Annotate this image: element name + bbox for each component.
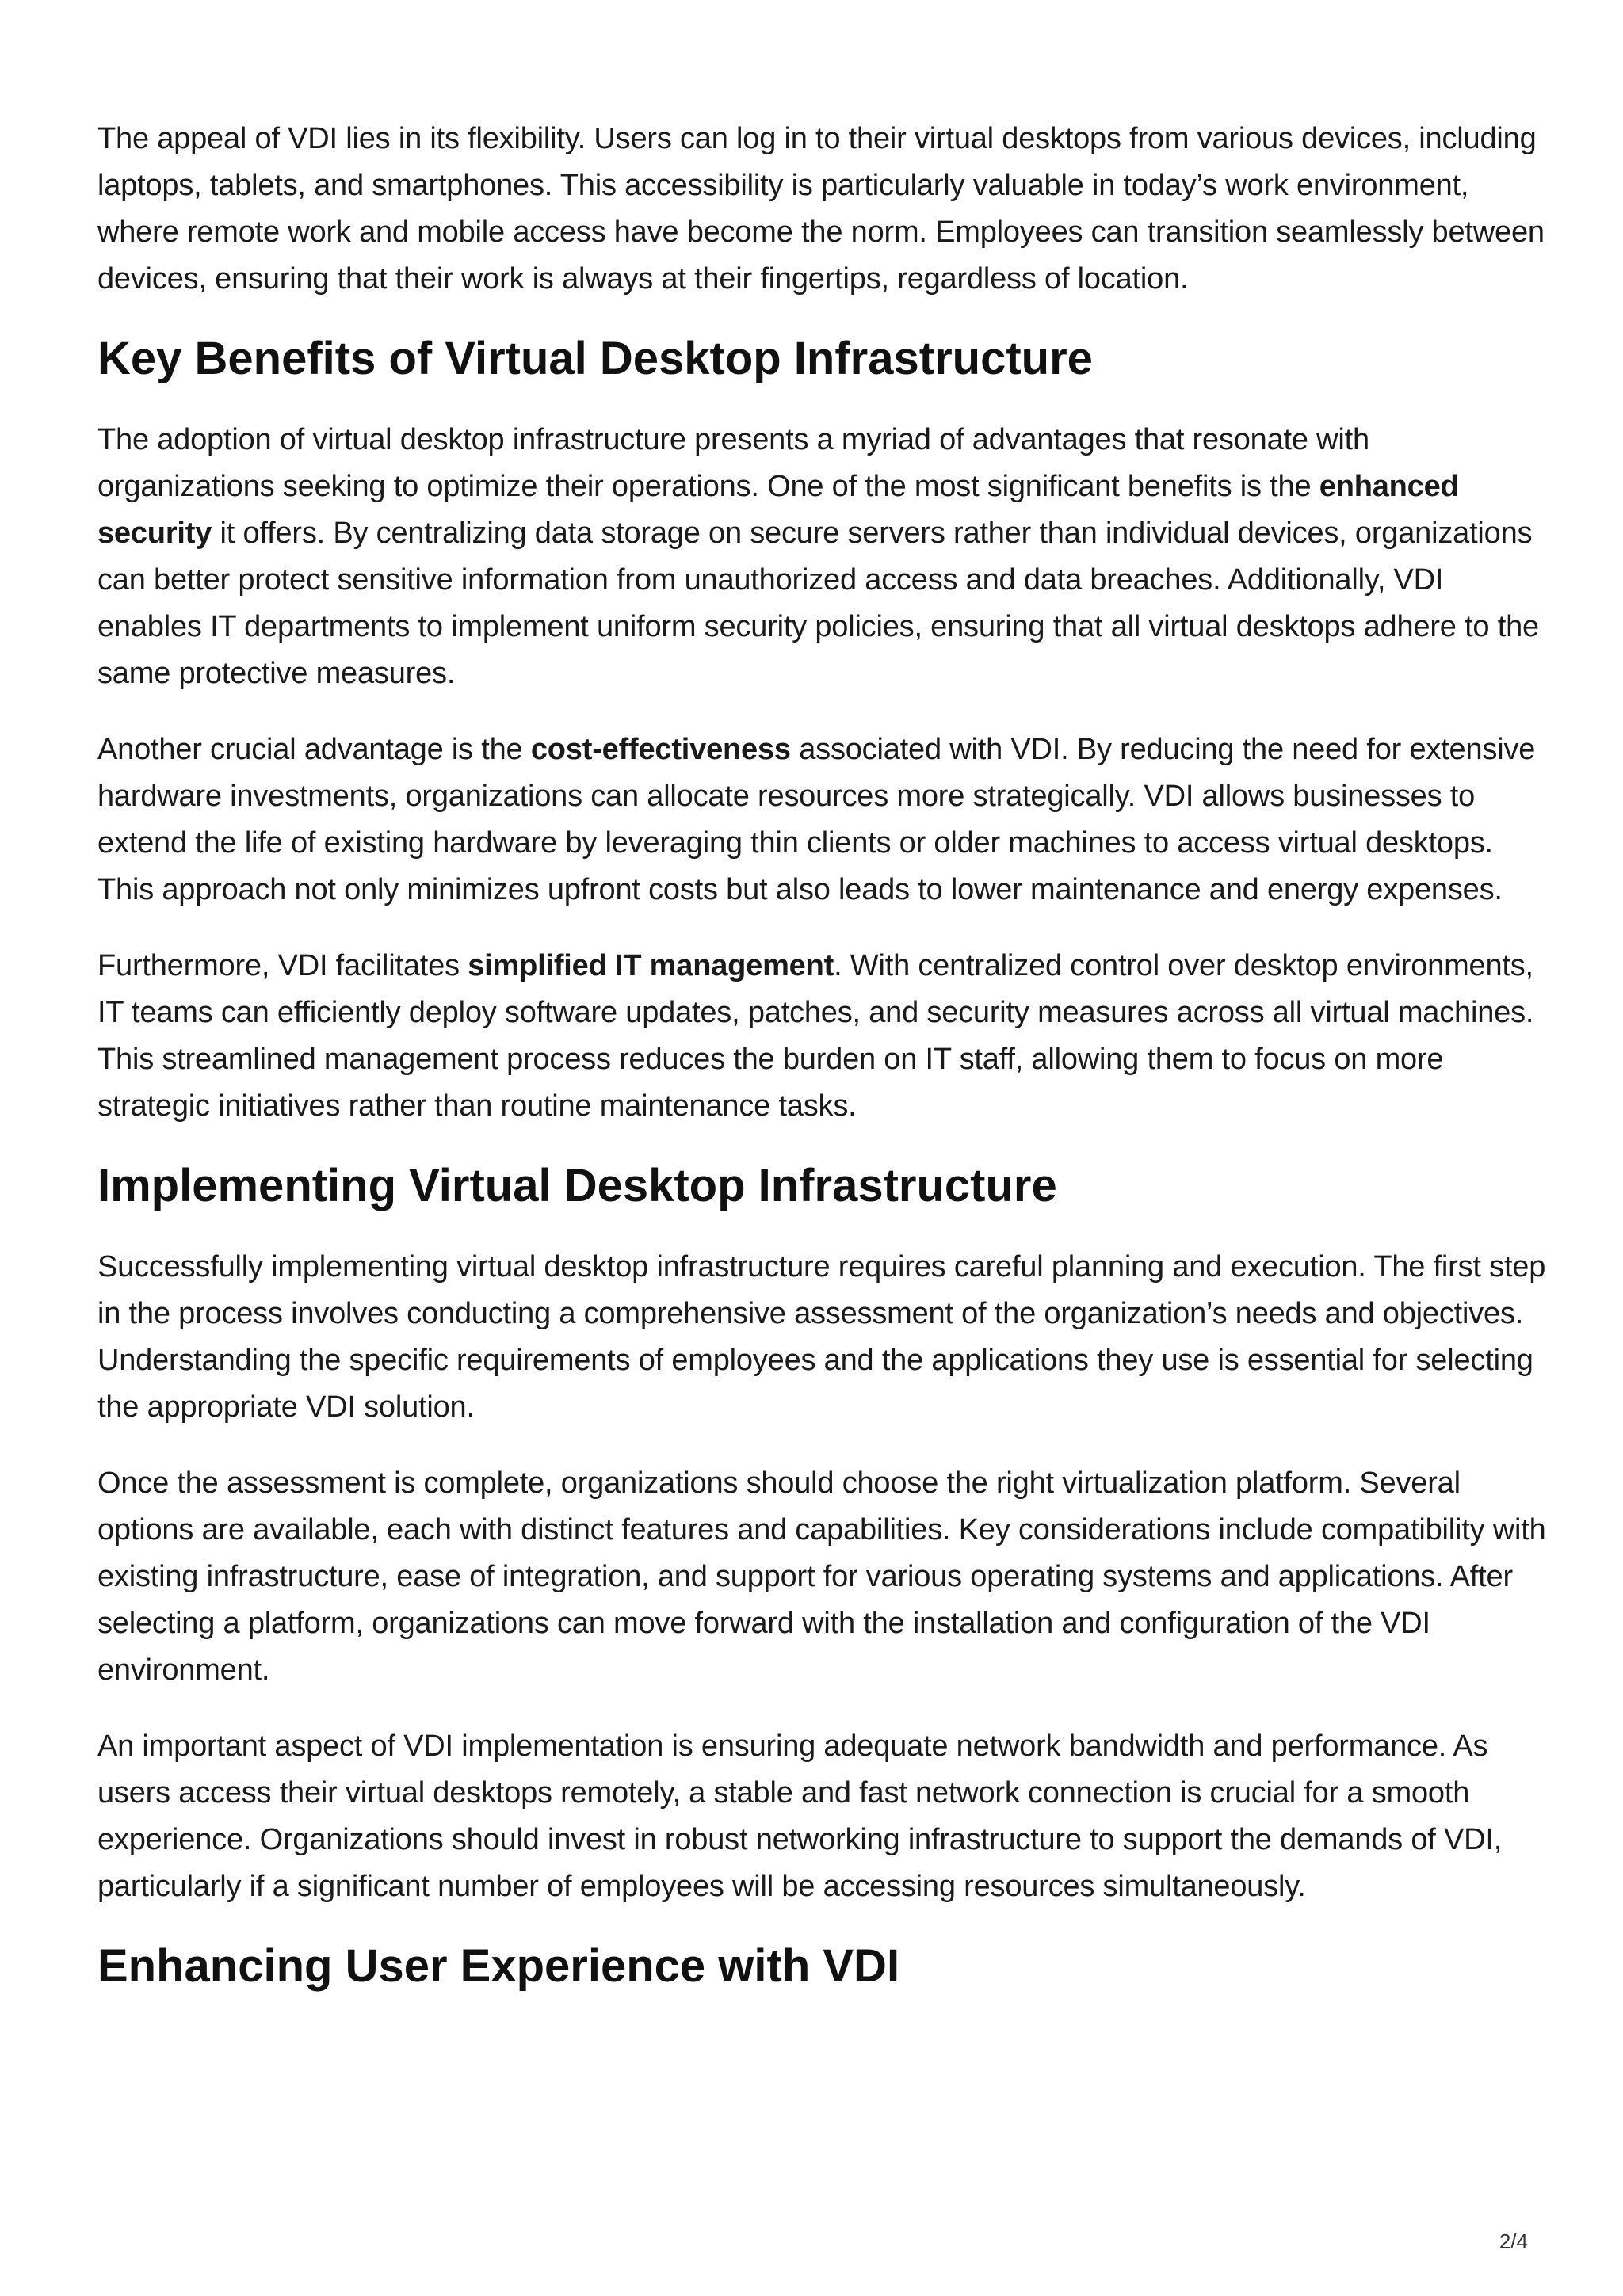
page-number: 2/4	[1499, 2229, 1528, 2253]
bold-cost-effectiveness: cost-effectiveness	[530, 733, 791, 766]
intro-paragraph: The appeal of VDI lies in its flexibility. Users can log in to their virtual desktops from various devices, including laptops, tablets, and smartphones. This accessibility is particularly valuable in today’s work environment, where remote work and mobile access have become the norm. Employees can transition seamlessly between devices, ensuring that their work is always at their fingertips, regardless of location.	[97, 122, 1545, 296]
benefits-paragraph-security: The adoption of virtual desktop infrastructure presents a myriad of advantages that resonate with organizations seeking to optimize their operations. One of the most significant benefits is the enhanced security it offers. By centralizing data storage on secure servers rather than individual devices, organizations can better protect sensitive information from unauthorized access and data breaches. Additionally, VDI enables IT departments to implement uniform security policies, ensuring that all virtual desktops adhere to the same protective measures.	[97, 423, 1539, 690]
benefits-paragraph-cost: Another crucial advantage is the cost-effectiveness associated with VDI. By reducing the need for extensive hardware investments, organizations can allocate resources more strategically. VDI allows businesses to extend the life of existing hardware by leveraging thin clients or older machines to access virtual desktops. This approach not only minimizes upfront costs but also leads to lower maintenance and energy expenses.	[97, 733, 1536, 906]
section-heading-user-experience: Enhancing User Experience with VDI	[97, 1940, 900, 1992]
benefits-paragraph-management: Furthermore, VDI facilitates simplified IT management. With centralized control over desktop environments, IT teams can efficiently deploy software updates, patches, and security measures across all virtual machines. This streamlined management process reduces the burden on IT staff, allowing them to focus on more strategic initiatives rather than routine maintenance tasks.	[97, 949, 1534, 1123]
implementing-paragraph-network: An important aspect of VDI implementation is ensuring adequate network bandwidth and performance. As users access their virtual desktops remotely, a stable and fast network connection is crucial for a smooth experience. Organizations should invest in robust networking infrastructure to support the demands of VDI, particularly if a significant number of employees will be accessing resources simultaneously.	[97, 1730, 1503, 1903]
implementing-paragraph-platform: Once the assessment is complete, organizations should choose the right virtualization platform. Several options are available, each with distinct features and capabilities. Key considerations include compatibility with existing infrastructure, ease of integration, and support for various operating systems and applications. After selecting a platform, organizations can move forward with the installation and configuration of the VDI environment.	[97, 1466, 1546, 1687]
document-page	[97, 116, 1548, 1995]
bold-simplified-it-management: simplified IT management	[468, 949, 834, 982]
section-heading-implementing: Implementing Virtual Desktop Infrastructure	[97, 1160, 1057, 1211]
implementing-paragraph-assessment: Successfully implementing virtual desktop infrastructure requires careful planning and execution. The first step in the process involves conducting a comprehensive assessment of the organization’s needs and objectives. Understanding the specific requirements of employees and the applications they use is essential for selecting the appropriate VDI solution.	[97, 1250, 1546, 1424]
bold-enhanced-security: enhanced security	[97, 470, 1459, 550]
section-heading-key-benefits: Key Benefits of Virtual Desktop Infrastructure	[97, 333, 1093, 384]
